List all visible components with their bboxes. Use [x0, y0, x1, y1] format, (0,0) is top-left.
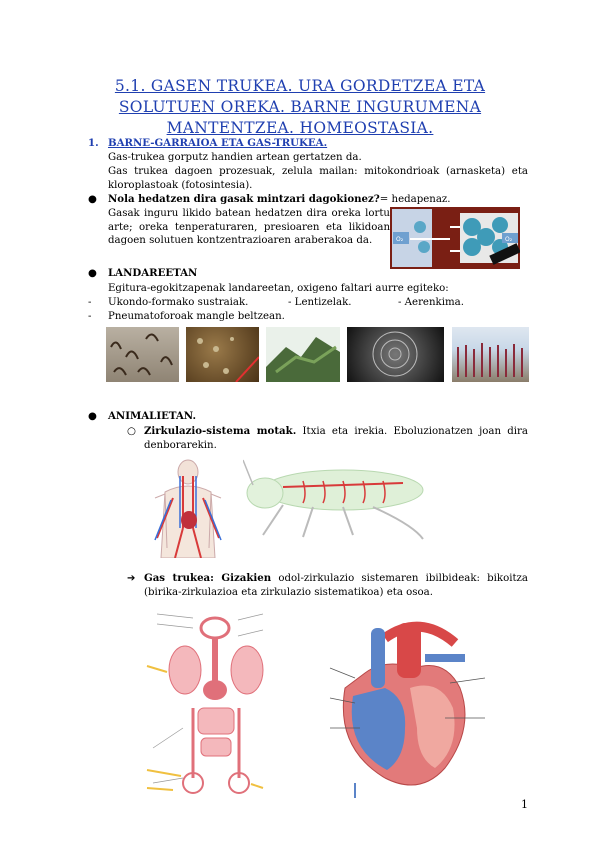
bullet-icon: ● [88, 268, 97, 279]
photo-pneumatophores [452, 327, 529, 382]
page-title: 5.1. GASEN TRUKEA. URA GORDETZEA ETA SOLUTUEN OREKA. BARNE INGURUMENA MANTENTZEA. HOMEOSTASIA. [114, 77, 486, 137]
diffusion-diagram [390, 207, 520, 269]
bullet-icon: ● [88, 411, 97, 422]
paragraph: Gasak inguru likido batean hedatzen dira oreka lortu arte; oreka tenperaturaren, presioaren eta likidoan dagoen solutuen kontzentrazioaren araberakoa da. [108, 208, 390, 246]
list-item: Pneumatoforoak mangle beltzean. [108, 311, 285, 322]
o2-label: O₂ [505, 236, 513, 243]
paragraph: Gas trukea: Gizakien odol-zirkulazio sistemaren ibilbideak: bikoitza (birika-zirkulazioa eta zirkulazio sistematikoa) eta osoa. [144, 572, 528, 598]
page-number: 1 [521, 798, 528, 811]
paragraph: Gas-trukea gorputz handien artean gertatzen da. [108, 152, 362, 163]
arrow-bullet-icon: ➔ [127, 573, 136, 584]
list-item: Ukondo-formako sustraiak. [108, 297, 249, 308]
dash: - [88, 311, 92, 322]
section-heading: LANDAREETAN [108, 267, 198, 279]
photo-cross-section [347, 327, 444, 382]
dash: - [88, 297, 92, 308]
bullet-question: Nola hedatzen dira gasak mintzari dagokionez?= hedapenaz. [108, 193, 451, 205]
human-circulation-figure [143, 458, 233, 558]
photo-roots [106, 327, 179, 382]
list-item: - Aerenkima. [398, 297, 464, 308]
double-circulation-diagram [143, 608, 303, 798]
section-heading: BARNE-GARRAIOA ETA GAS-TRUKEA. [108, 137, 328, 149]
photo-lenticels [186, 327, 259, 382]
paragraph: Gas trukea dagoen prozesuak, zelula mailan: mitokondrioak (arnasketa) eta kloroplastoak (fotosintesia). [108, 166, 528, 191]
bullet-icon: ● [88, 194, 97, 205]
o2-label: O₂ [396, 236, 404, 243]
list-item: - Lentizelak. [288, 297, 352, 308]
paragraph: Egitura-egokitzapenak landareetan, oxigeno faltari aurre egiteko: [108, 283, 449, 294]
section-heading: ANIMALIETAN. [108, 410, 196, 422]
circle-bullet-icon: ○ [127, 426, 136, 437]
grasshopper-circulation-figure [243, 455, 433, 540]
section-number: 1. [88, 137, 99, 149]
paragraph: Zirkulazio-sistema motak. Itxia eta irekia. Eboluzionatzen joan dira denborarekin. [144, 425, 529, 451]
heart-diagram [325, 618, 495, 798]
photo-aerenchyma [266, 327, 340, 382]
